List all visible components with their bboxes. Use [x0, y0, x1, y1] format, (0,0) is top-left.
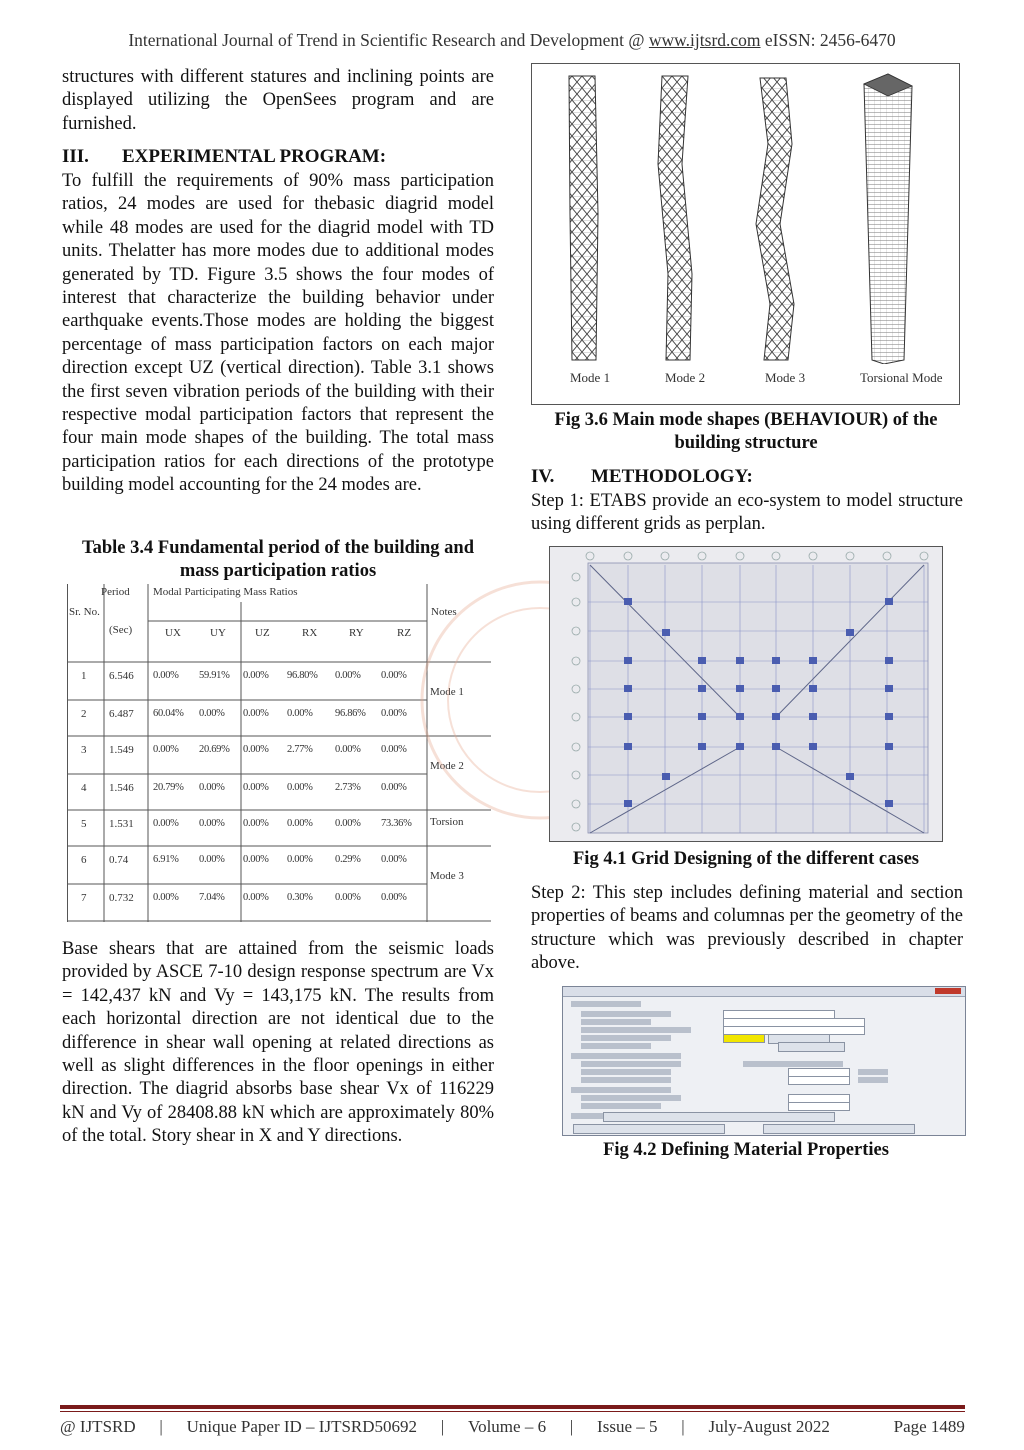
grid-design-figure [549, 546, 943, 842]
table-cell-ratio: 0.00% [335, 744, 361, 755]
material-property-dialog [562, 986, 966, 1136]
footer-journal: @ IJTSRD [60, 1417, 136, 1436]
table-cell-ratio: 0.00% [199, 708, 225, 719]
section-4-heading [531, 466, 961, 488]
page-footer [60, 1417, 965, 1437]
table-cell-ratio: 96.80% [287, 670, 318, 681]
table-cell-ratio: 0.00% [243, 818, 269, 829]
table-cell-ratio: 0.00% [381, 892, 407, 903]
table-cell-srno: 7 [81, 892, 87, 904]
col-rx: RX [302, 627, 318, 639]
fig-3-6-caption: Fig 3.6 Main mode shapes (BEHAVIOUR) of the building structure [554, 410, 938, 453]
table-cell-ratio: 0.00% [199, 782, 225, 793]
table-cell-ratio: 20.79% [153, 782, 184, 793]
torsional-mode-tower [864, 74, 912, 364]
col-uy: UY [210, 627, 226, 639]
base-shear-paragraph: Base shears that are attained from the seismic loads provided by ASCE 7-10 design response spectrum are Vx = 142,437 kN and Vy = 143,175 kN. The results from each horizontal direction are not identical due to the difference in shear wall opening at related directions as well as slight differences in the floor openings in either direction. The diagrid absorbs base shear Vx of 116229 kN and Vy of 28408.88 kN which are approximately 80% of the total. Story shear in X and Y directions. [62, 939, 494, 1147]
table-cell-period: 1.549 [109, 744, 134, 756]
torsional-mode-label: Torsional Mode [860, 370, 943, 385]
section-4-title: METHODOLOGY: [591, 466, 753, 487]
section-4-number: IV. [531, 466, 555, 487]
footer-paper-id: Unique Paper ID – IJTSRD50692 [186, 1417, 418, 1436]
note-torsion: Torsion [430, 816, 464, 828]
note-mode2: Mode 2 [430, 760, 464, 772]
table-cell-ratio: 0.00% [287, 708, 313, 719]
mode-3-tower [756, 78, 794, 360]
mode-1-label: Mode 1 [570, 370, 611, 385]
dialog-close-button[interactable] [935, 988, 961, 994]
table-cell-ratio: 0.30% [287, 892, 313, 903]
footer-issue: Issue – 5 [597, 1417, 658, 1436]
table-cell-ratio: 0.00% [381, 854, 407, 865]
table-cell-ratio: 0.00% [335, 818, 361, 829]
table-cell-srno: 1 [81, 670, 87, 682]
notes-header: Notes [431, 606, 457, 618]
table-cell-ratio: 0.00% [243, 744, 269, 755]
fig-4-1-caption: Fig 4.1 Grid Designing of the different cases [573, 849, 919, 869]
mode-2-tower [658, 76, 692, 360]
col-ux: UX [165, 627, 181, 639]
table-cell-ratio: 0.00% [381, 782, 407, 793]
dialog-titlebar [563, 987, 965, 997]
table-cell-srno: 3 [81, 744, 87, 756]
journal-header [0, 30, 1024, 51]
grid-plan-drawing [550, 547, 942, 841]
table-cell-ratio: 0.00% [153, 670, 179, 681]
table-cell-ratio: 0.00% [381, 708, 407, 719]
footer-rule [60, 1405, 965, 1409]
table-cell-ratio: 0.00% [243, 854, 269, 865]
table-cell-ratio: 0.00% [381, 670, 407, 681]
header-issn: eISSN: 2456-6470 [760, 30, 896, 50]
mode-shapes-figure [531, 63, 960, 405]
sec-header: (Sec) [109, 624, 133, 636]
section-3-heading [62, 146, 494, 168]
section-3-number: III. [62, 146, 89, 167]
experimental-paragraph: To fulfill the requirements of 90% mass participation ratios, 24 modes are used for thebasic diagrid model while 48 modes are used for the diagrid model with TD units. Thelatter has more modes due to additional modes generated by TD. Figure 3.5 shows the four modes of interest that characterize the building behavior under earthquake events.Those modes are holding the biggest percentage of mass participation factors on each major direction except UZ (vertical direction). Table 3.1 shows the first seven vibration periods of the building with their respective modal participation factors that represent the four main mode shapes of the building. The total mass participation ratios for each directions of the prototype building model accounting for the 24 modes are. [62, 171, 494, 496]
intro-paragraph: structures with different statures and inclining points are displayed utilizing the OpenSees program and are furnished. [62, 67, 494, 134]
table-cell-ratio: 59.91% [199, 670, 230, 681]
table-cell-srno: 6 [81, 854, 87, 866]
table-cell-ratio: 60.04% [153, 708, 184, 719]
table-cell-ratio: 0.00% [243, 782, 269, 793]
table-cell-ratio: 0.00% [153, 744, 179, 755]
table-cell-ratio: 0.00% [243, 670, 269, 681]
header-prefix: International Journal of Trend in Scientific Research and Development @ [128, 30, 649, 50]
step-1-paragraph: Step 1: ETABS provide an eco-system to model structure using different grids as perplan. [531, 491, 963, 535]
table-cell-ratio: 0.00% [199, 854, 225, 865]
table-cell-ratio: 0.00% [199, 818, 225, 829]
mode-shapes-drawing [532, 64, 959, 364]
step-2-paragraph: Step 2: This step includes defining material and section properties of beams and columnas per the geometry of the structure which was previously described in chapter above. [531, 883, 963, 974]
footer-sep: | [159, 1417, 163, 1436]
table-cell-srno: 2 [81, 708, 87, 720]
section-3-title: EXPERIMENTAL PROGRAM: [122, 146, 387, 167]
footer-page: Page 1489 [893, 1417, 965, 1436]
table-cell-ratio: 0.00% [335, 892, 361, 903]
table-cell-period: 1.531 [109, 818, 134, 830]
table-cell-ratio: 0.00% [287, 782, 313, 793]
table-cell-period: 0.74 [109, 854, 129, 866]
table-cell-srno: 5 [81, 818, 87, 830]
table-caption: Table 3.4 Fundamental period of the building and mass participation ratios [81, 538, 475, 581]
table-cell-ratio: 2.73% [335, 782, 361, 793]
mode-3-label: Mode 3 [765, 370, 806, 385]
header-url-link[interactable]: www.ijtsrd.com [648, 30, 761, 50]
col-ry: RY [349, 627, 364, 639]
footer-sep: | [681, 1417, 685, 1436]
footer-sep: | [569, 1417, 574, 1436]
footer-volume: Volume – 6 [468, 1417, 547, 1436]
footer-sep: | [440, 1417, 445, 1436]
table-cell-period: 6.546 [109, 670, 134, 682]
table-cell-period: 6.487 [109, 708, 134, 720]
table-cell-period: 1.546 [109, 782, 134, 794]
footer-rule-thin [60, 1411, 965, 1412]
table-cell-ratio: 6.91% [153, 854, 179, 865]
table-cell-ratio: 7.04% [199, 892, 225, 903]
mode-2-label: Mode 2 [665, 370, 706, 385]
table-cell-ratio: 73.36% [381, 818, 412, 829]
footer-date: July-August 2022 [708, 1417, 830, 1436]
table-cell-period: 0.732 [109, 892, 134, 904]
table-cell-ratio: 0.00% [287, 854, 313, 865]
fig-4-2-caption: Fig 4.2 Defining Material Properties [603, 1140, 889, 1160]
table-cell-ratio: 0.00% [287, 818, 313, 829]
mode-1-tower [569, 76, 598, 360]
table-cell-ratio: 0.00% [243, 892, 269, 903]
table-cell-srno: 4 [81, 782, 87, 794]
srno-header: Sr. No. [69, 606, 100, 618]
note-mode3: Mode 3 [430, 870, 464, 882]
table-cell-ratio: 2.77% [287, 744, 313, 755]
table-cell-ratio: 96.86% [335, 708, 366, 719]
col-uz: UZ [255, 627, 270, 639]
table-cell-ratio: 20.69% [199, 744, 230, 755]
table-cell-ratio: 0.00% [335, 670, 361, 681]
table-cell-ratio: 0.00% [153, 818, 179, 829]
table-cell-ratio: 0.00% [153, 892, 179, 903]
col-rz: RZ [397, 627, 412, 639]
modal-group-header: Modal Participating Mass Ratios [153, 586, 298, 598]
table-cell-ratio: 0.00% [381, 744, 407, 755]
table-cell-ratio: 0.00% [243, 708, 269, 719]
note-mode1: Mode 1 [430, 686, 464, 698]
table-cell-ratio: 0.29% [335, 854, 361, 865]
period-header: Period [101, 586, 130, 598]
